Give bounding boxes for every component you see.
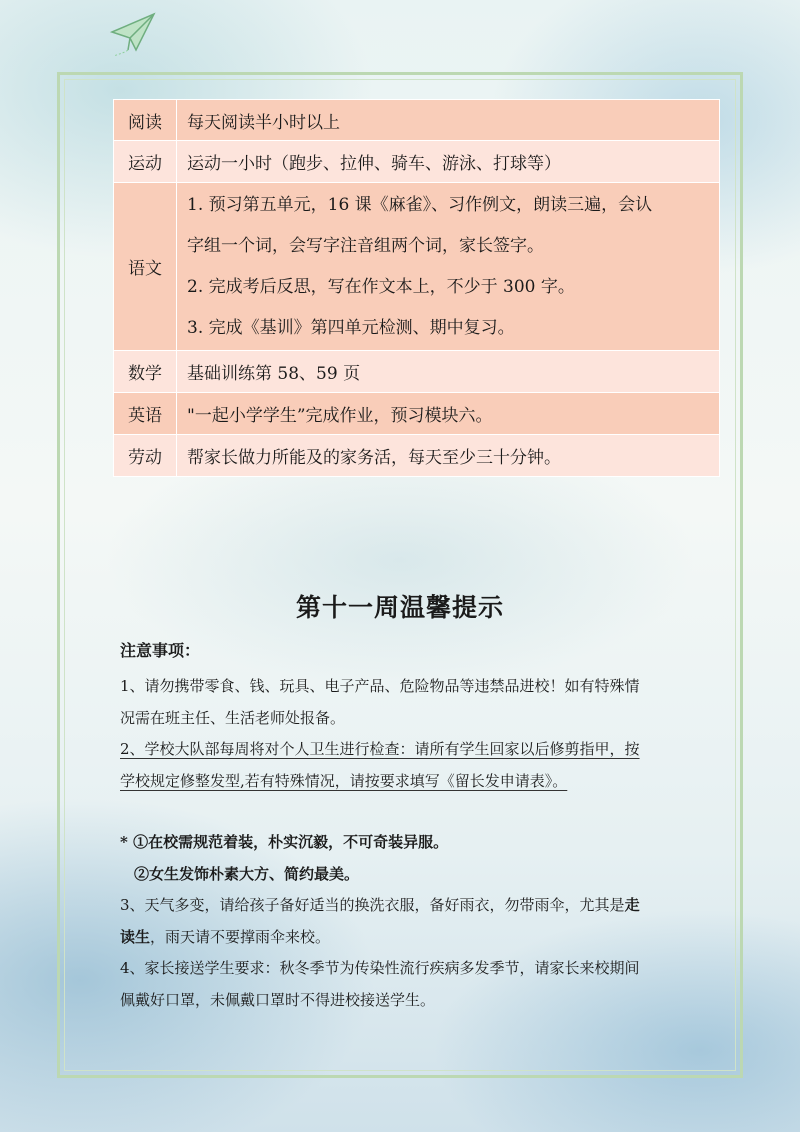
- subject-cell: 语文: [114, 183, 177, 351]
- subject-cell: 运动: [114, 141, 177, 183]
- task-cell: 基础训练第 58、59 页: [177, 351, 720, 393]
- task-cell: 运动一小时（跑步、拉伸、骑车、游泳、打球等）: [177, 141, 720, 183]
- note-text: 3、天气多变，请给孩子备好适当的换洗衣服，备好雨衣，勿带雨伞，尤其是: [120, 896, 625, 914]
- table-row: [114, 435, 720, 477]
- dress-rule: ②女生发饰朴素大方、简约最美。: [134, 864, 360, 883]
- table-row: [114, 351, 720, 393]
- bold-text: 读生: [120, 927, 151, 946]
- notes-heading: 注意事项：: [120, 641, 201, 660]
- task-line: 2. 完成考后反思，写在作文本上，不少于 300 字。: [187, 276, 575, 297]
- note-line: 1、请勿携带零食、钱、玩具、电子产品、危险物品等违禁品进校！如有特殊情: [120, 677, 640, 695]
- note-line: 4、家长接送学生要求：秋冬季节为传染性流行疾病多发季节，请家长来校期间: [120, 959, 640, 977]
- paper-plane-icon: [108, 10, 158, 56]
- subject-cell: 英语: [114, 393, 177, 435]
- note-line: [120, 766, 700, 798]
- notes-section: [120, 638, 700, 1016]
- subject-cell: 数学: [114, 351, 177, 393]
- note-line: [120, 734, 700, 766]
- task-line: 1. 预习第五单元，16 课《麻雀》、习作例文，朗读三遍，会认: [187, 194, 653, 215]
- table-row: [114, 183, 720, 351]
- dress-rule: * ①在校需规范着装，朴实沉毅，不可奇装异服。: [120, 833, 449, 851]
- task-line: 3. 完成《基训》第四单元检测、期中复习。: [187, 317, 515, 338]
- underlined-text: 2、学校大队部每周将对个人卫生进行检查：请所有学生回家以后修剪指甲，按: [120, 740, 640, 758]
- subject-cell: 劳动: [114, 435, 177, 477]
- note-text: ，雨天请不要撑雨伞来校。: [150, 927, 331, 946]
- subject-cell: 阅读: [114, 100, 177, 141]
- task-cell: [177, 183, 720, 351]
- task-cell: "一起小学学生”完成作业，预习模块六。: [177, 393, 720, 435]
- underlined-text: 学校规定修整发型,若有特殊情况，请按要求填写《留长发申请表》。: [120, 771, 568, 790]
- table-row: [114, 141, 720, 183]
- homework-table: [113, 99, 720, 477]
- bold-text: 走: [624, 896, 640, 914]
- task-line: 字组一个词，会写字注音组两个词，家长签字。: [187, 235, 544, 256]
- note-line: [120, 890, 700, 922]
- note-line: [120, 922, 700, 954]
- task-cell: 每天阅读半小时以上: [177, 100, 720, 141]
- table-row: [114, 100, 720, 141]
- note-line: 佩戴好口罩，未佩戴口罩时不得进校接送学生。: [120, 990, 436, 1009]
- page-title: 第十一周温馨提示: [295, 593, 504, 622]
- table-row: [114, 393, 720, 435]
- note-line: 况需在班主任、生活老师处报备。: [120, 708, 346, 727]
- task-cell: 帮家长做力所能及的家务活，每天至少三十分钟。: [177, 435, 720, 477]
